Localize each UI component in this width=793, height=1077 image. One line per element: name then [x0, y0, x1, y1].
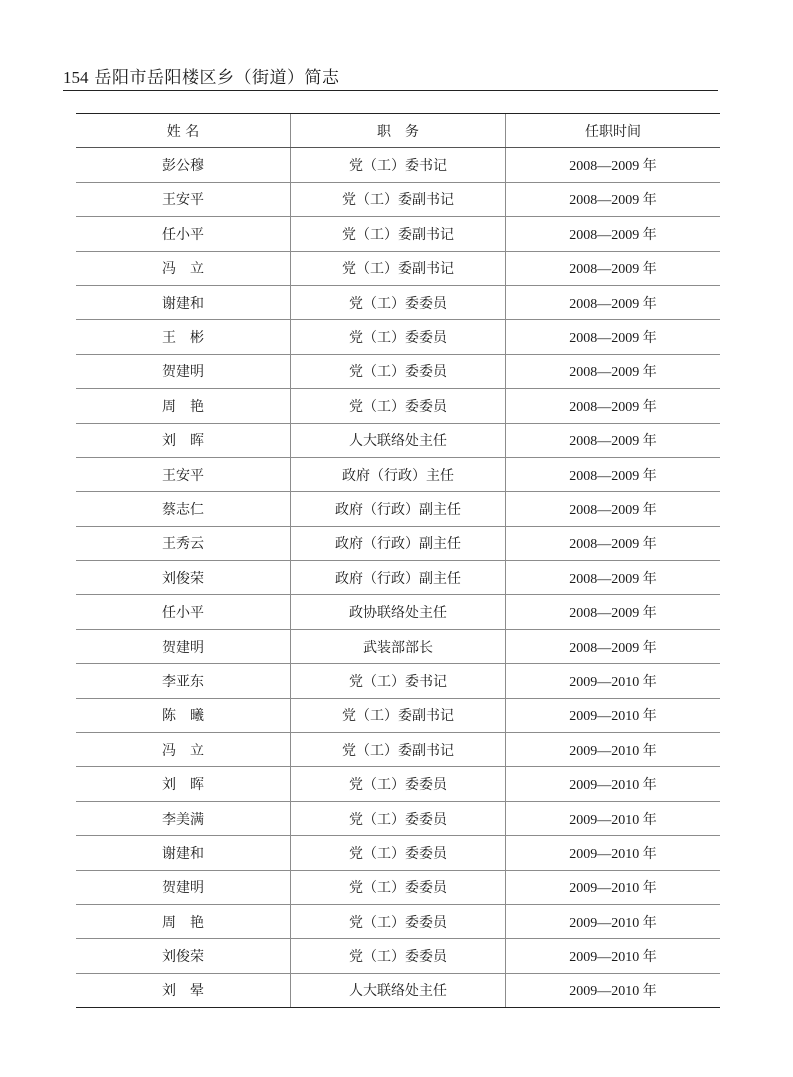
- column-header-term: 任职时间: [506, 114, 721, 148]
- cell-term: 2009—2010 年: [506, 904, 721, 938]
- table-row: [76, 148, 720, 182]
- cell-name: 刘 晕: [76, 973, 291, 1007]
- table-row: [76, 320, 720, 354]
- cell-name: 冯 立: [76, 733, 291, 767]
- table-row: [76, 733, 720, 767]
- cell-name: 刘俊荣: [76, 561, 291, 595]
- cell-position: 政协联络处主任: [291, 595, 506, 629]
- cell-term: 2009—2010 年: [506, 733, 721, 767]
- cell-position: 党（工）委委员: [291, 389, 506, 423]
- table-row: [76, 285, 720, 319]
- cell-name: 李亚东: [76, 664, 291, 698]
- cell-term: 2008—2009 年: [506, 148, 721, 182]
- cell-name: 周 艳: [76, 904, 291, 938]
- cell-position: 党（工）委委员: [291, 320, 506, 354]
- table-row: [76, 595, 720, 629]
- cell-position: 政府（行政）主任: [291, 457, 506, 491]
- table-row: [76, 973, 720, 1007]
- cell-name: 周 艳: [76, 389, 291, 423]
- table-row: [76, 389, 720, 423]
- cell-position: 党（工）委委员: [291, 870, 506, 904]
- cell-term: 2009—2010 年: [506, 870, 721, 904]
- table-row: [76, 664, 720, 698]
- table-row: [76, 561, 720, 595]
- table-row: [76, 836, 720, 870]
- cell-term: 2008—2009 年: [506, 251, 721, 285]
- table-row: [76, 904, 720, 938]
- cell-name: 王秀云: [76, 526, 291, 560]
- cell-name: 谢建和: [76, 836, 291, 870]
- cell-position: 党（工）委副书记: [291, 182, 506, 216]
- table-row: [76, 698, 720, 732]
- cell-term: 2008—2009 年: [506, 629, 721, 663]
- cell-name: 刘俊荣: [76, 939, 291, 973]
- cell-term: 2008—2009 年: [506, 389, 721, 423]
- cell-position: 党（工）委书记: [291, 664, 506, 698]
- cell-name: 任小平: [76, 217, 291, 251]
- cell-position: 人大联络处主任: [291, 423, 506, 457]
- cell-term: 2009—2010 年: [506, 698, 721, 732]
- cell-term: 2008—2009 年: [506, 595, 721, 629]
- cell-term: 2008—2009 年: [506, 561, 721, 595]
- table-row: [76, 629, 720, 663]
- cell-name: 彭公穆: [76, 148, 291, 182]
- cell-term: 2009—2010 年: [506, 939, 721, 973]
- cell-position: 武装部部长: [291, 629, 506, 663]
- cell-position: 党（工）委委员: [291, 801, 506, 835]
- cell-position: 政府（行政）副主任: [291, 526, 506, 560]
- page-title: 岳阳市岳阳楼区乡（街道）简志: [94, 68, 340, 88]
- cell-name: 李美满: [76, 801, 291, 835]
- cell-term: 2009—2010 年: [506, 836, 721, 870]
- cell-name: 冯 立: [76, 251, 291, 285]
- table-row: [76, 354, 720, 388]
- cell-position: 党（工）委委员: [291, 939, 506, 973]
- cell-name: 王安平: [76, 182, 291, 216]
- cell-name: 蔡志仁: [76, 492, 291, 526]
- cell-position: 党（工）委委员: [291, 354, 506, 388]
- table-header-row: [76, 114, 720, 148]
- officials-table: [76, 113, 720, 1008]
- cell-position: 政府（行政）副主任: [291, 492, 506, 526]
- table-row: [76, 767, 720, 801]
- column-header-name: 姓 名: [76, 114, 291, 148]
- table-row: [76, 182, 720, 216]
- cell-position: 党（工）委副书记: [291, 698, 506, 732]
- column-header-position: 职 务: [291, 114, 506, 148]
- cell-position: 党（工）委书记: [291, 148, 506, 182]
- cell-term: 2008—2009 年: [506, 320, 721, 354]
- cell-name: 陈 曦: [76, 698, 291, 732]
- cell-name: 刘 晖: [76, 423, 291, 457]
- cell-position: 党（工）委副书记: [291, 217, 506, 251]
- cell-position: 人大联络处主任: [291, 973, 506, 1007]
- cell-term: 2008—2009 年: [506, 182, 721, 216]
- cell-name: 王 彬: [76, 320, 291, 354]
- cell-position: 党（工）委委员: [291, 767, 506, 801]
- cell-position: 党（工）委委员: [291, 836, 506, 870]
- cell-position: 政府（行政）副主任: [291, 561, 506, 595]
- cell-position: 党（工）委副书记: [291, 251, 506, 285]
- table-row: [76, 217, 720, 251]
- cell-term: 2009—2010 年: [506, 767, 721, 801]
- cell-position: 党（工）委委员: [291, 285, 506, 319]
- cell-name: 贺建明: [76, 354, 291, 388]
- cell-term: 2008—2009 年: [506, 457, 721, 491]
- cell-position: 党（工）委委员: [291, 904, 506, 938]
- cell-term: 2008—2009 年: [506, 526, 721, 560]
- cell-term: 2009—2010 年: [506, 801, 721, 835]
- cell-term: 2009—2010 年: [506, 973, 721, 1007]
- table-row: [76, 939, 720, 973]
- cell-position: 党（工）委副书记: [291, 733, 506, 767]
- cell-term: 2008—2009 年: [506, 423, 721, 457]
- cell-name: 谢建和: [76, 285, 291, 319]
- table-row: [76, 492, 720, 526]
- cell-name: 任小平: [76, 595, 291, 629]
- officials-table-container: [76, 113, 718, 1008]
- cell-term: 2008—2009 年: [506, 492, 721, 526]
- cell-term: 2008—2009 年: [506, 354, 721, 388]
- table-row: [76, 801, 720, 835]
- table-row: [76, 251, 720, 285]
- table-row: [76, 526, 720, 560]
- cell-term: 2008—2009 年: [506, 217, 721, 251]
- cell-term: 2009—2010 年: [506, 664, 721, 698]
- table-row: [76, 870, 720, 904]
- cell-name: 贺建明: [76, 629, 291, 663]
- table-row: [76, 423, 720, 457]
- table-body: [76, 148, 720, 1008]
- page-header: [63, 62, 718, 91]
- cell-name: 刘 晖: [76, 767, 291, 801]
- page-number: 154: [63, 68, 89, 87]
- cell-name: 王安平: [76, 457, 291, 491]
- cell-name: 贺建明: [76, 870, 291, 904]
- cell-term: 2008—2009 年: [506, 285, 721, 319]
- table-row: [76, 457, 720, 491]
